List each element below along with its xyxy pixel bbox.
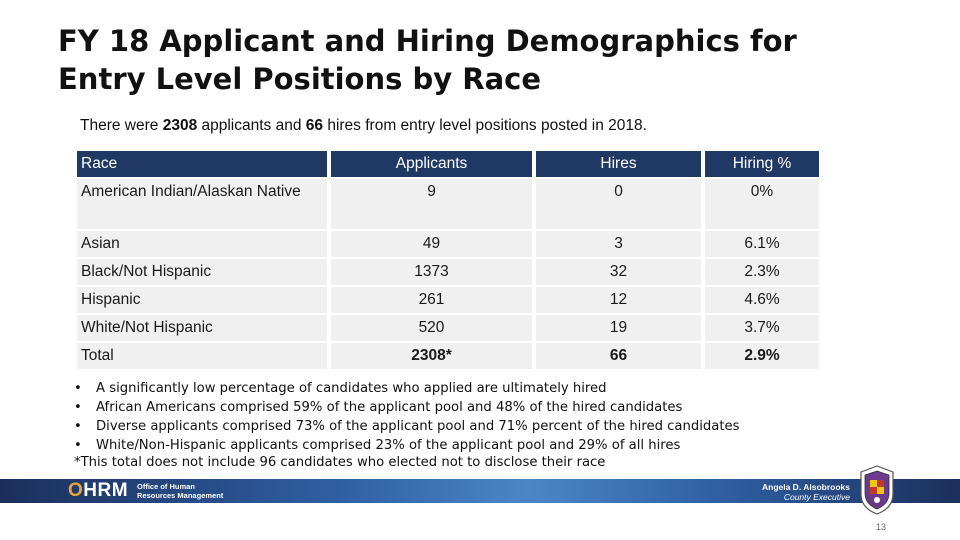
table-row [77, 315, 819, 341]
office-name-line-2: Resources Management [137, 491, 224, 500]
table-row [77, 287, 819, 313]
header-applicants: Applicants [327, 151, 532, 177]
hires-cell: 12 [532, 287, 701, 313]
table-row [77, 179, 819, 229]
header-hires: Hires [532, 151, 701, 177]
page-number: 13 [876, 522, 887, 532]
ohrm-logo-o: O [68, 480, 84, 501]
header-hiring-pct: Hiring % [701, 151, 819, 177]
list-item [74, 379, 740, 398]
bullet-icon: • [74, 438, 82, 453]
bullet-icon: • [74, 381, 82, 396]
bullet-icon: • [74, 419, 82, 434]
hires-cell: 19 [532, 315, 701, 341]
applicants-cell-total: 2308* [327, 343, 532, 369]
list-item-text: A significantly low percentage of candidates who applied are ultimately hired [96, 381, 607, 396]
hiring-pct-cell: 6.1% [701, 231, 819, 257]
slide-title [58, 22, 918, 98]
list-item-text: White/Non-Hispanic applicants comprised 23% of the applicant pool and 29% of all hires [96, 438, 681, 453]
table-total-row [77, 343, 819, 369]
race-cell: White/Not Hispanic [77, 315, 327, 341]
race-cell-total: Total [77, 343, 327, 369]
county-seal-icon [857, 464, 897, 516]
intro-text-3: hires from entry level positions posted in 2018. [323, 117, 647, 134]
race-cell: Black/Not Hispanic [77, 259, 327, 285]
applicants-cell: 49 [327, 231, 532, 257]
hiring-pct-cell-total: 2.9% [701, 343, 819, 369]
list-item [74, 398, 740, 417]
county-executive [762, 482, 850, 502]
slide-title-line-2: Entry Level Positions by Race [58, 62, 542, 96]
applicants-cell: 520 [327, 315, 532, 341]
hiring-pct-cell: 0% [701, 179, 819, 229]
list-item-text: African Americans comprised 59% of the applicant pool and 48% of the hired candidates [96, 400, 683, 415]
hiring-pct-cell: 4.6% [701, 287, 819, 313]
demographics-table [77, 149, 819, 371]
race-cell: Hispanic [77, 287, 327, 313]
hires-cell: 3 [532, 231, 701, 257]
applicants-cell: 9 [327, 179, 532, 229]
applicants-cell: 261 [327, 287, 532, 313]
findings-list [74, 379, 740, 455]
race-cell: Asian [77, 231, 327, 257]
list-item [74, 417, 740, 436]
intro-sentence [80, 117, 647, 135]
ohrm-logo [68, 480, 128, 502]
applicants-cell: 1373 [327, 259, 532, 285]
list-item [74, 436, 740, 455]
county-executive-name: Angela D. Alsobrooks [761, 482, 850, 492]
ohrm-logo-rest: HRM [83, 480, 129, 501]
hiring-pct-cell: 2.3% [701, 259, 819, 285]
hires-cell: 0 [532, 179, 701, 229]
office-name-line-1: Office of Human [137, 482, 195, 491]
intro-applicants-count: 2308 [162, 117, 198, 134]
footnote: *This total does not include 96 candidates who elected not to disclose their race [74, 455, 606, 470]
hires-cell-total: 66 [532, 343, 701, 369]
intro-text-1: There were [80, 117, 163, 134]
table-row [77, 259, 819, 285]
table-row [77, 231, 819, 257]
table-header-row [77, 151, 819, 177]
bullet-icon: • [74, 400, 82, 415]
race-cell: American Indian/Alaskan Native [77, 179, 327, 229]
slide-title-line-1: FY 18 Applicant and Hiring Demographics for [58, 24, 797, 58]
office-name [137, 482, 223, 500]
intro-hires-count: 66 [305, 117, 324, 134]
list-item-text: Diverse applicants comprised 73% of the applicant pool and 71% percent of the hired candidates [96, 419, 740, 434]
hires-cell: 32 [532, 259, 701, 285]
hiring-pct-cell: 3.7% [701, 315, 819, 341]
header-race: Race [77, 151, 327, 177]
county-executive-role: County Executive [783, 492, 850, 502]
intro-text-2: applicants and [197, 117, 306, 134]
